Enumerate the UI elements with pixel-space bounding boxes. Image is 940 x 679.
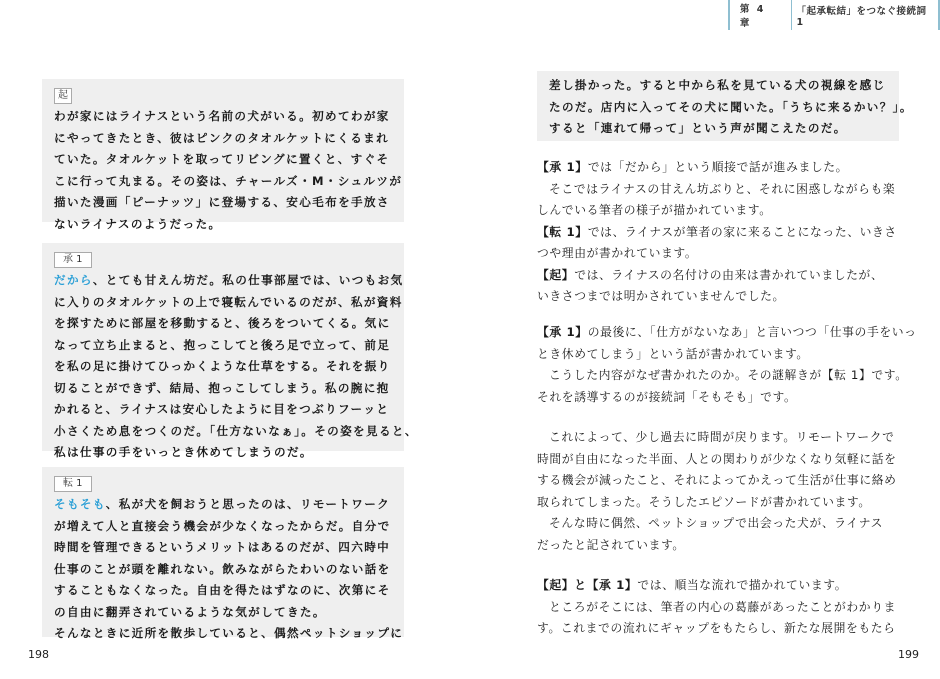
story-box-sho-1 bbox=[42, 243, 418, 459]
chapter-number: 第 4 章 bbox=[739, 4, 766, 29]
story-line: の自由に翻弄されているような気がしてきた。 bbox=[54, 604, 326, 619]
story-line: を探すために部屋を移動すると、後ろをついてくる。気に bbox=[54, 316, 391, 330]
body-line: 【承 1】の最後に、「仕方がないなあ」と言いつつ「仕事の手をいっ bbox=[537, 325, 917, 339]
story-line: そもそも、私が犬を飼おうと思ったのは、リモートワーク bbox=[54, 497, 391, 511]
section-tag-sho-1: 承 1 bbox=[54, 252, 92, 268]
story-line: にやってきたとき、彼はピンクのタオルケットにくるまれ bbox=[54, 130, 390, 145]
commentary-paragraph-3 bbox=[537, 427, 917, 556]
connective-word: だから bbox=[54, 273, 93, 287]
connective-word: そもそも bbox=[54, 497, 106, 511]
body-line: 時間が自由になった半面、人との関わりが少なくなり気軽に話を bbox=[537, 451, 897, 466]
section-tag-ten-1: 転 1 bbox=[54, 476, 92, 492]
section-tag-ki: 起 bbox=[54, 88, 72, 104]
story-line: を私の足に掛けてひっかくような仕草をする。それを振り bbox=[54, 359, 391, 373]
story-line: たのだ。店内に入ってその犬に聞いた。「うちに来るかい？」。 bbox=[549, 99, 913, 114]
story-line: だから、とても甘えん坊だ。私の仕事部屋では、いつもお気 bbox=[54, 273, 404, 287]
body-line: 【転 1】では、ライナスが筆者の家に来ることになった、いきさ bbox=[537, 224, 897, 239]
story-line: 仕事のことが頭を離れない。飲みながらたわいのない話を bbox=[54, 561, 391, 576]
story-line: 描いた漫画「ピーナッツ」に登場する、安心毛布を手放さ bbox=[54, 195, 390, 209]
story-line: 差し掛かった。すると中から私を見ている犬の視線を感じ bbox=[549, 78, 886, 92]
story-line: そんなときに近所を散歩していると、偶然ペットショップに bbox=[54, 626, 404, 640]
story-box-ki bbox=[42, 79, 404, 231]
story-line: が増えて人と直接会う機会が少なくなったからだ。自分で bbox=[54, 518, 391, 533]
body-line: 取られてしまった。そうしたエピソードが書かれています。 bbox=[537, 494, 871, 509]
commentary-paragraph-4 bbox=[537, 575, 917, 640]
body-line: これによって、少し過去に時間が戻ります。リモートワークで bbox=[549, 430, 895, 444]
body-line: す。これまでの流れにギャップをもたらし、新たな展開をもたら bbox=[537, 621, 896, 635]
story-line: ていた。タオルケットを取ってリビングに置くと、すぐそ bbox=[54, 152, 390, 166]
story-line: 時間を管理できるというメリットはあるのだが、四六時中 bbox=[54, 540, 391, 554]
body-line: する機会が減ったこと、それによってかえって生活が仕事に絡め bbox=[537, 473, 897, 487]
story-box-ten-1 bbox=[42, 467, 404, 640]
body-line: いきさつまでは明かされていませんでした。 bbox=[537, 289, 785, 303]
chapter-title: 「起承転結」をつなぐ接続詞 1 bbox=[796, 5, 927, 28]
story-line: かれると、ライナスは安心したように目をつぶりフーッと bbox=[54, 402, 390, 416]
body-line: だったと記されています。 bbox=[537, 537, 685, 552]
story-line: 私は仕事の手をいっとき休めてしまうのだ。 bbox=[54, 445, 313, 459]
body-line: 【承 1】では「だから」という順接で話が進みました。 bbox=[537, 160, 849, 174]
body-line: とき休めてしまう」という話が書かれています。 bbox=[537, 346, 809, 361]
story-line: ないライナスのようだった。 bbox=[54, 216, 222, 231]
story-line: 小さくため息をつくのだ。「仕方ないなぁ」。その姿を見ると、 bbox=[54, 423, 418, 438]
body-line: そこではライナスの甘えん坊ぶりと、それに困惑しながらも楽 bbox=[549, 181, 896, 196]
commentary-paragraph-2 bbox=[537, 322, 917, 408]
body-line: それを誘導するのが接続詞「そもそも」です。 bbox=[537, 389, 797, 404]
commentary-paragraph-1 bbox=[537, 157, 917, 308]
chapter-header bbox=[728, 0, 940, 30]
story-box-continuation bbox=[537, 71, 913, 141]
page-number-right: 199 bbox=[898, 648, 919, 661]
story-line: わが家にはライナスという名前の犬がいる。初めてわが家 bbox=[54, 109, 390, 123]
story-line: こに行って丸まる。その姿は、チャールズ・M・シュルツが bbox=[54, 173, 403, 188]
page-number-left: 198 bbox=[28, 648, 49, 661]
body-line: ところがそこには、筆者の内心の葛藤があったことがわかりま bbox=[549, 599, 896, 614]
story-line: することもなくなった。自由を得たはずなのに、次第にそ bbox=[54, 583, 391, 597]
body-line: しんでいる筆者の様子が描かれています。 bbox=[537, 203, 772, 217]
body-line: 【起】では、ライナスの名付けの由来は書かれていましたが、 bbox=[537, 267, 884, 282]
body-line: こうした内容がなぜ書かれたのか。その謎解きが【転 1】です。 bbox=[549, 368, 908, 382]
story-line: すると「連れて帰って」という声が聞こえたのだ。 bbox=[549, 121, 847, 135]
story-line: 切ることができず、結局、抱っこしてしまう。私の腕に抱 bbox=[54, 380, 390, 395]
body-line: つや理由が書かれています。 bbox=[537, 246, 698, 260]
body-line: そんな時に偶然、ペットショップで出会った犬が、ライナス bbox=[549, 516, 884, 530]
right-page bbox=[470, 0, 940, 679]
story-line: なって立ち止まると、抱っこしてと後ろ足で立って、前足 bbox=[54, 337, 391, 352]
story-line: に入りのタオルケットの上で寝転んでいるのだが、私が資料 bbox=[54, 294, 403, 309]
body-line: 【起】と【承 1】では、順当な流れで描かれています。 bbox=[537, 578, 848, 592]
